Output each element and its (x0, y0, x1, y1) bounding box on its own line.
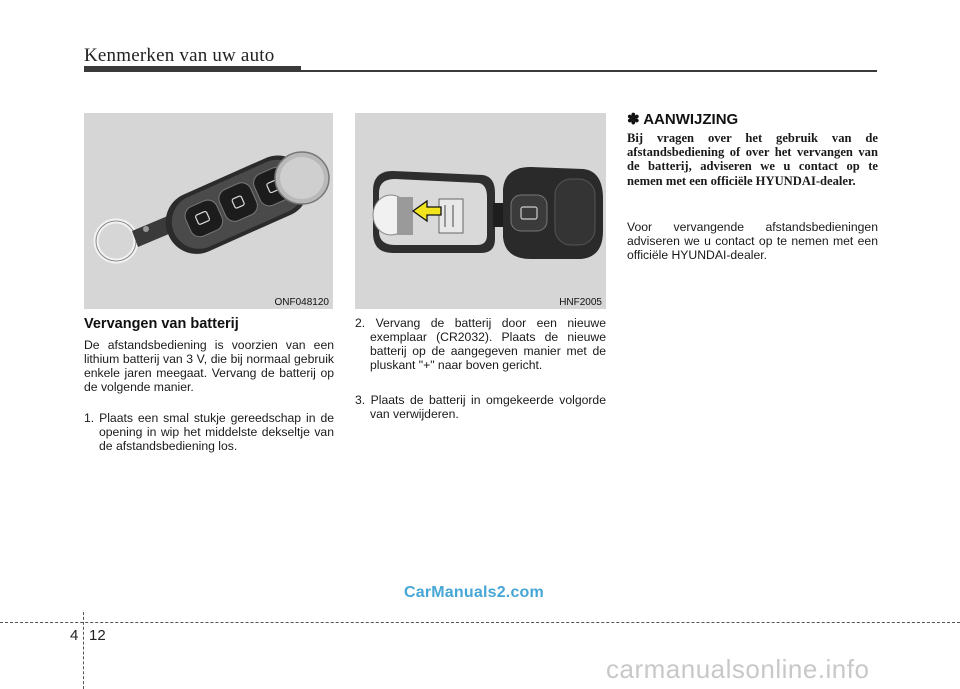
step-1: 1. Plaats een smal stukje gereedschap in de opening in wip het middelste dekseltje van de afstandsbediening los. (84, 411, 334, 454)
note-heading (627, 110, 738, 128)
note-title: AANWIJZING (643, 111, 739, 128)
footer-rule (0, 622, 960, 623)
running-header: Kenmerken van uw auto (84, 45, 275, 66)
step-3: 3. Plaats de batterij in omgekeerde volgorde van verwijderen. (355, 393, 606, 422)
figure-label: ONF048120 (274, 297, 329, 308)
figure-battery-replacement (355, 113, 606, 309)
asterisk-icon: ✽ (627, 111, 640, 128)
battery-replacement-illustration (355, 113, 606, 309)
site-watermark[interactable]: CarManuals2.com (404, 584, 544, 601)
header-rule-thick (84, 66, 301, 72)
chapter-number: 4 (70, 627, 79, 644)
step-2: 2. Vervang de batterij door een nieuwe exemplaar (CR2032). Plaats de nieuwe batterij op de aangegeven manier met de pluskant "+" naar boven gericht. (355, 316, 606, 373)
note-paragraph: Voor vervangende afstandsbedieningen adviseren we u contact op te nemen met een officiële HYUNDAI-dealer. (627, 220, 878, 263)
bottom-watermark: carmanualsonline.info (606, 654, 870, 684)
page-number: 12 (89, 627, 106, 644)
section-heading: Vervangen van batterij (84, 316, 239, 332)
note-bold-paragraph: Bij vragen over het gebruik van de afstandsbediening of over het vervangen van de batterij, adviseren we u contact op te nemen met een officiële HYUNDAI-dealer. (627, 131, 878, 188)
header-rule-thin (301, 70, 877, 72)
footer-divider (83, 612, 84, 689)
remote-key-illustration (84, 113, 333, 309)
intro-paragraph: De afstandsbediening is voorzien van een lithium batterij van 3 V, die bij normaal gebruik enkele jaren meegaat. Vervang de batterij op de volgende manier. (84, 338, 334, 395)
figure-label: HNF2005 (559, 297, 602, 308)
figure-remote-key (84, 113, 333, 309)
